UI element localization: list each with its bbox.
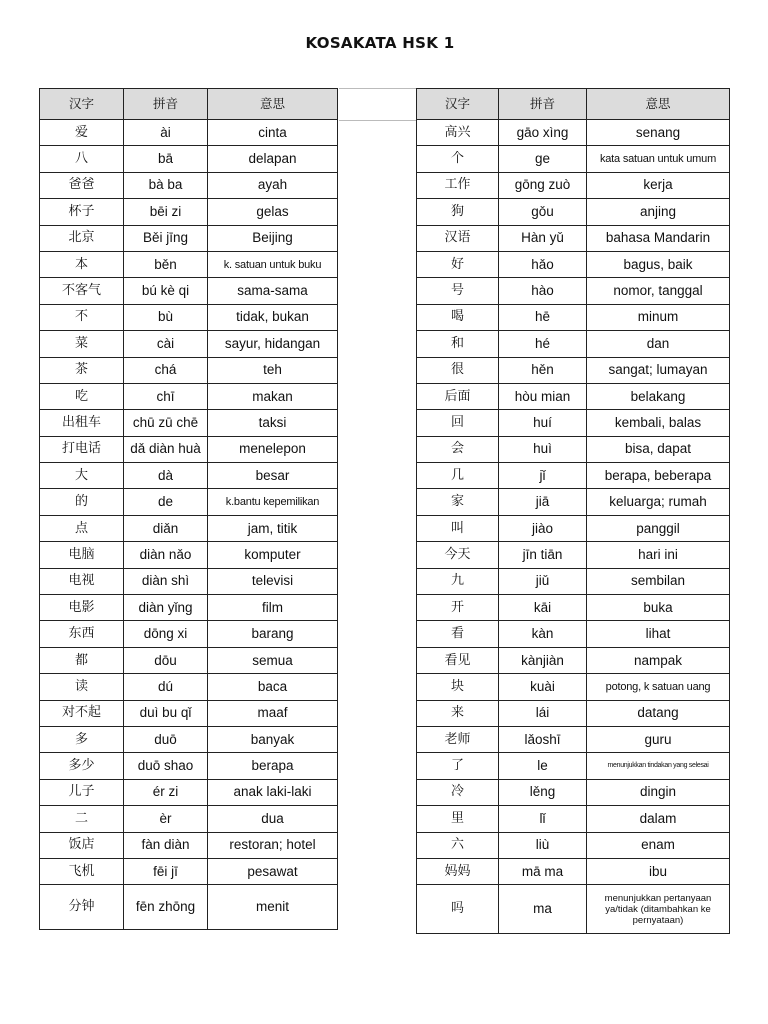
hanzi-cell: 不客气 bbox=[40, 278, 124, 304]
meaning-cell: belakang bbox=[587, 383, 730, 409]
table-row bbox=[417, 383, 730, 409]
table-row bbox=[417, 700, 730, 726]
meaning-cell: menit bbox=[208, 885, 338, 930]
pinyin-cell: kàn bbox=[499, 621, 587, 647]
page-title: KOSAKATA HSK 1 bbox=[305, 34, 455, 52]
meaning-cell: bahasa Mandarin bbox=[587, 225, 730, 251]
pinyin-cell: chū zū chē bbox=[124, 410, 208, 436]
table-row bbox=[417, 779, 730, 805]
table-row bbox=[417, 858, 730, 884]
table-row bbox=[40, 753, 338, 779]
hanzi-cell: 块 bbox=[417, 674, 499, 700]
hanzi-cell: 的 bbox=[40, 489, 124, 515]
table-row bbox=[40, 515, 338, 541]
table-row bbox=[40, 806, 338, 832]
hanzi-cell: 来 bbox=[417, 700, 499, 726]
meaning-cell: keluarga; rumah bbox=[587, 489, 730, 515]
hanzi-cell: 电脑 bbox=[40, 542, 124, 568]
hanzi-cell: 都 bbox=[40, 647, 124, 673]
table-row bbox=[40, 436, 338, 462]
table-row bbox=[417, 278, 730, 304]
table-row bbox=[40, 357, 338, 383]
meaning-cell: k.bantu kepemilikan bbox=[208, 489, 338, 515]
hanzi-cell: 了 bbox=[417, 753, 499, 779]
meaning-cell: hari ini bbox=[587, 542, 730, 568]
meaning-cell: jam, titik bbox=[208, 515, 338, 541]
pinyin-cell: jīn tiān bbox=[499, 542, 587, 568]
meaning-cell: menunjukkan tindakan yang selesai bbox=[587, 753, 730, 779]
table-row bbox=[40, 858, 338, 884]
hanzi-cell: 好 bbox=[417, 251, 499, 277]
table-row bbox=[417, 146, 730, 172]
hanzi-cell: 二 bbox=[40, 806, 124, 832]
pinyin-cell: lái bbox=[499, 700, 587, 726]
header-row bbox=[417, 89, 730, 120]
hanzi-cell: 分钟 bbox=[40, 885, 124, 930]
meaning-cell: lihat bbox=[587, 621, 730, 647]
meaning-cell: maaf bbox=[208, 700, 338, 726]
meaning-cell: teh bbox=[208, 357, 338, 383]
pinyin-cell: jǐ bbox=[499, 463, 587, 489]
pinyin-cell: chá bbox=[124, 357, 208, 383]
meaning-cell: tidak, bukan bbox=[208, 304, 338, 330]
hanzi-cell: 北京 bbox=[40, 225, 124, 251]
table-row bbox=[40, 146, 338, 172]
meaning-cell: dua bbox=[208, 806, 338, 832]
pinyin-cell: hé bbox=[499, 331, 587, 357]
hanzi-cell: 吃 bbox=[40, 383, 124, 409]
hanzi-cell: 东西 bbox=[40, 621, 124, 647]
meaning-cell: sayur, hidangan bbox=[208, 331, 338, 357]
table-row bbox=[417, 436, 730, 462]
meaning-cell: guru bbox=[587, 726, 730, 752]
pinyin-cell: fēn zhōng bbox=[124, 885, 208, 930]
hanzi-cell: 家 bbox=[417, 489, 499, 515]
hanzi-cell: 菜 bbox=[40, 331, 124, 357]
pinyin-cell: Hàn yǔ bbox=[499, 225, 587, 251]
table-row bbox=[40, 304, 338, 330]
hanzi-cell: 冷 bbox=[417, 779, 499, 805]
meaning-cell: banyak bbox=[208, 726, 338, 752]
hanzi-cell: 看见 bbox=[417, 647, 499, 673]
hanzi-cell: 对不起 bbox=[40, 700, 124, 726]
pinyin-cell: kāi bbox=[499, 595, 587, 621]
meaning-cell: barang bbox=[208, 621, 338, 647]
table-row bbox=[417, 251, 730, 277]
table-row bbox=[417, 515, 730, 541]
table-row bbox=[417, 726, 730, 752]
table-row bbox=[417, 595, 730, 621]
meaning-cell: restoran; hotel bbox=[208, 832, 338, 858]
pinyin-cell: bú kè qi bbox=[124, 278, 208, 304]
hanzi-cell: 几 bbox=[417, 463, 499, 489]
hanzi-cell: 大 bbox=[40, 463, 124, 489]
table-row bbox=[417, 568, 730, 594]
hanzi-cell: 今天 bbox=[417, 542, 499, 568]
vocab-table-right bbox=[416, 88, 730, 934]
table-row bbox=[417, 621, 730, 647]
pinyin-cell: diàn nǎo bbox=[124, 542, 208, 568]
hanzi-cell: 爸爸 bbox=[40, 172, 124, 198]
table-row bbox=[417, 225, 730, 251]
pinyin-cell: duō bbox=[124, 726, 208, 752]
hanzi-cell: 里 bbox=[417, 806, 499, 832]
table-row bbox=[40, 463, 338, 489]
meaning-cell: potong, k satuan uang bbox=[587, 674, 730, 700]
header-pinyin: 拼音 bbox=[499, 89, 587, 120]
meaning-cell: gelas bbox=[208, 199, 338, 225]
pinyin-cell: hē bbox=[499, 304, 587, 330]
meaning-cell: film bbox=[208, 595, 338, 621]
meaning-cell: besar bbox=[208, 463, 338, 489]
hanzi-cell: 本 bbox=[40, 251, 124, 277]
pinyin-cell: diàn yǐng bbox=[124, 595, 208, 621]
hanzi-cell: 叫 bbox=[417, 515, 499, 541]
table-row bbox=[40, 674, 338, 700]
pinyin-cell: huí bbox=[499, 410, 587, 436]
table-row bbox=[40, 120, 338, 146]
table-row bbox=[40, 278, 338, 304]
meaning-cell: sembilan bbox=[587, 568, 730, 594]
vocab-table-left bbox=[39, 88, 338, 930]
hanzi-cell: 不 bbox=[40, 304, 124, 330]
pinyin-cell: èr bbox=[124, 806, 208, 832]
table-row bbox=[417, 647, 730, 673]
hanzi-cell: 回 bbox=[417, 410, 499, 436]
meaning-cell: baca bbox=[208, 674, 338, 700]
meaning-cell: makan bbox=[208, 383, 338, 409]
table-row bbox=[40, 595, 338, 621]
table-row bbox=[40, 885, 338, 930]
hanzi-cell: 狗 bbox=[417, 199, 499, 225]
pinyin-cell: huì bbox=[499, 436, 587, 462]
hanzi-cell: 和 bbox=[417, 331, 499, 357]
meaning-cell: semua bbox=[208, 647, 338, 673]
meaning-cell: dalam bbox=[587, 806, 730, 832]
hanzi-cell: 个 bbox=[417, 146, 499, 172]
pinyin-cell: mā ma bbox=[499, 858, 587, 884]
meaning-cell: ayah bbox=[208, 172, 338, 198]
pinyin-cell: dà bbox=[124, 463, 208, 489]
table-row bbox=[40, 779, 338, 805]
table-row bbox=[417, 463, 730, 489]
table-row bbox=[417, 806, 730, 832]
hanzi-cell: 六 bbox=[417, 832, 499, 858]
hanzi-cell: 杯子 bbox=[40, 199, 124, 225]
meaning-cell: enam bbox=[587, 832, 730, 858]
meaning-cell: berapa bbox=[208, 753, 338, 779]
table-row bbox=[417, 410, 730, 436]
column-gap bbox=[339, 88, 416, 121]
pinyin-cell: le bbox=[499, 753, 587, 779]
meaning-cell: sangat; lumayan bbox=[587, 357, 730, 383]
meaning-cell: kembali, balas bbox=[587, 410, 730, 436]
meaning-cell: Beijing bbox=[208, 225, 338, 251]
pinyin-cell: jiào bbox=[499, 515, 587, 541]
hanzi-cell: 妈妈 bbox=[417, 858, 499, 884]
meaning-cell: televisi bbox=[208, 568, 338, 594]
header-pinyin: 拼音 bbox=[124, 89, 208, 120]
table-row bbox=[40, 225, 338, 251]
hanzi-cell: 号 bbox=[417, 278, 499, 304]
hanzi-cell: 看 bbox=[417, 621, 499, 647]
hanzi-cell: 读 bbox=[40, 674, 124, 700]
meaning-cell: kata satuan untuk umum bbox=[587, 146, 730, 172]
hanzi-cell: 高兴 bbox=[417, 120, 499, 146]
pinyin-cell: kuài bbox=[499, 674, 587, 700]
hanzi-cell: 喝 bbox=[417, 304, 499, 330]
hanzi-cell: 爱 bbox=[40, 120, 124, 146]
meaning-cell: komputer bbox=[208, 542, 338, 568]
hanzi-cell: 会 bbox=[417, 436, 499, 462]
meaning-cell: delapan bbox=[208, 146, 338, 172]
table-row bbox=[417, 199, 730, 225]
pinyin-cell: Běi jīng bbox=[124, 225, 208, 251]
pinyin-cell: běn bbox=[124, 251, 208, 277]
meaning-cell: ibu bbox=[587, 858, 730, 884]
pinyin-cell: lǐ bbox=[499, 806, 587, 832]
meaning-cell: datang bbox=[587, 700, 730, 726]
pinyin-cell: dǎ diàn huà bbox=[124, 436, 208, 462]
pinyin-cell: de bbox=[124, 489, 208, 515]
hanzi-cell: 开 bbox=[417, 595, 499, 621]
meaning-cell: minum bbox=[587, 304, 730, 330]
meaning-cell: anjing bbox=[587, 199, 730, 225]
table-row bbox=[40, 489, 338, 515]
table-row bbox=[40, 726, 338, 752]
meaning-cell: sama-sama bbox=[208, 278, 338, 304]
meaning-cell: anak laki-laki bbox=[208, 779, 338, 805]
header-arti: 意思 bbox=[208, 89, 338, 120]
hanzi-cell: 汉语 bbox=[417, 225, 499, 251]
meaning-cell: menelepon bbox=[208, 436, 338, 462]
pinyin-cell: hěn bbox=[499, 357, 587, 383]
pinyin-cell: dōng xi bbox=[124, 621, 208, 647]
pinyin-cell: hǎo bbox=[499, 251, 587, 277]
table-row bbox=[417, 357, 730, 383]
pinyin-cell: liù bbox=[499, 832, 587, 858]
pinyin-cell: bēi zi bbox=[124, 199, 208, 225]
meaning-cell: panggil bbox=[587, 515, 730, 541]
pinyin-cell: kànjiàn bbox=[499, 647, 587, 673]
pinyin-cell: bā bbox=[124, 146, 208, 172]
hanzi-cell: 工作 bbox=[417, 172, 499, 198]
pinyin-cell: jiā bbox=[499, 489, 587, 515]
meaning-cell: menunjukkan pertanyaan ya/tidak (ditambahkan ke pernyataan) bbox=[587, 885, 730, 934]
table-row bbox=[40, 410, 338, 436]
hanzi-cell: 九 bbox=[417, 568, 499, 594]
pinyin-cell: diǎn bbox=[124, 515, 208, 541]
pinyin-cell: fēi jī bbox=[124, 858, 208, 884]
meaning-cell: pesawat bbox=[208, 858, 338, 884]
pinyin-cell: duō shao bbox=[124, 753, 208, 779]
hanzi-cell: 多少 bbox=[40, 753, 124, 779]
meaning-cell: berapa, beberapa bbox=[587, 463, 730, 489]
pinyin-cell: ma bbox=[499, 885, 587, 934]
pinyin-cell: lǎoshī bbox=[499, 726, 587, 752]
table-row bbox=[417, 832, 730, 858]
pinyin-cell: ài bbox=[124, 120, 208, 146]
header-hanzi: 汉字 bbox=[417, 89, 499, 120]
table-row bbox=[40, 700, 338, 726]
table-row bbox=[417, 331, 730, 357]
pinyin-cell: bù bbox=[124, 304, 208, 330]
table-row bbox=[40, 199, 338, 225]
meaning-cell: senang bbox=[587, 120, 730, 146]
pinyin-cell: hào bbox=[499, 278, 587, 304]
hanzi-cell: 儿子 bbox=[40, 779, 124, 805]
hanzi-cell: 点 bbox=[40, 515, 124, 541]
table-row bbox=[40, 331, 338, 357]
pinyin-cell: cài bbox=[124, 331, 208, 357]
hanzi-cell: 电视 bbox=[40, 568, 124, 594]
pinyin-cell: jiǔ bbox=[499, 568, 587, 594]
pinyin-cell: dōu bbox=[124, 647, 208, 673]
header-arti: 意思 bbox=[587, 89, 730, 120]
meaning-cell: nampak bbox=[587, 647, 730, 673]
hanzi-cell: 电影 bbox=[40, 595, 124, 621]
header-row bbox=[40, 89, 338, 120]
table-row bbox=[417, 304, 730, 330]
pinyin-cell: lěng bbox=[499, 779, 587, 805]
hanzi-cell: 很 bbox=[417, 357, 499, 383]
header-hanzi: 汉字 bbox=[40, 89, 124, 120]
pinyin-cell: chī bbox=[124, 383, 208, 409]
table-row bbox=[417, 674, 730, 700]
pinyin-cell: diàn shì bbox=[124, 568, 208, 594]
meaning-cell: bisa, dapat bbox=[587, 436, 730, 462]
hanzi-cell: 后面 bbox=[417, 383, 499, 409]
meaning-cell: buka bbox=[587, 595, 730, 621]
pinyin-cell: gǒu bbox=[499, 199, 587, 225]
table-row bbox=[40, 172, 338, 198]
pinyin-cell: ér zi bbox=[124, 779, 208, 805]
hanzi-cell: 茶 bbox=[40, 357, 124, 383]
pinyin-cell: ge bbox=[499, 146, 587, 172]
table-row bbox=[417, 120, 730, 146]
table-row bbox=[417, 172, 730, 198]
pinyin-cell: gāo xìng bbox=[499, 120, 587, 146]
pinyin-cell: hòu mian bbox=[499, 383, 587, 409]
table-row bbox=[40, 568, 338, 594]
hanzi-cell: 飞机 bbox=[40, 858, 124, 884]
table-row bbox=[40, 832, 338, 858]
hanzi-cell: 打电话 bbox=[40, 436, 124, 462]
pinyin-cell: bà ba bbox=[124, 172, 208, 198]
table-row bbox=[417, 489, 730, 515]
table-row bbox=[417, 542, 730, 568]
meaning-cell: cinta bbox=[208, 120, 338, 146]
meaning-cell: nomor, tanggal bbox=[587, 278, 730, 304]
pinyin-cell: fàn diàn bbox=[124, 832, 208, 858]
table-row bbox=[40, 251, 338, 277]
meaning-cell: dingin bbox=[587, 779, 730, 805]
table-row bbox=[417, 753, 730, 779]
hanzi-cell: 出租车 bbox=[40, 410, 124, 436]
pinyin-cell: dú bbox=[124, 674, 208, 700]
table-row bbox=[40, 383, 338, 409]
meaning-cell: bagus, baik bbox=[587, 251, 730, 277]
pinyin-cell: duì bu qǐ bbox=[124, 700, 208, 726]
pinyin-cell: gōng zuò bbox=[499, 172, 587, 198]
hanzi-cell: 八 bbox=[40, 146, 124, 172]
hanzi-cell: 饭店 bbox=[40, 832, 124, 858]
table-row bbox=[40, 621, 338, 647]
table-row bbox=[40, 647, 338, 673]
table-row bbox=[417, 885, 730, 934]
hanzi-cell: 老师 bbox=[417, 726, 499, 752]
meaning-cell: taksi bbox=[208, 410, 338, 436]
meaning-cell: kerja bbox=[587, 172, 730, 198]
hanzi-cell: 吗 bbox=[417, 885, 499, 934]
meaning-cell: k. satuan untuk buku bbox=[208, 251, 338, 277]
table-row bbox=[40, 542, 338, 568]
hanzi-cell: 多 bbox=[40, 726, 124, 752]
meaning-cell: dan bbox=[587, 331, 730, 357]
